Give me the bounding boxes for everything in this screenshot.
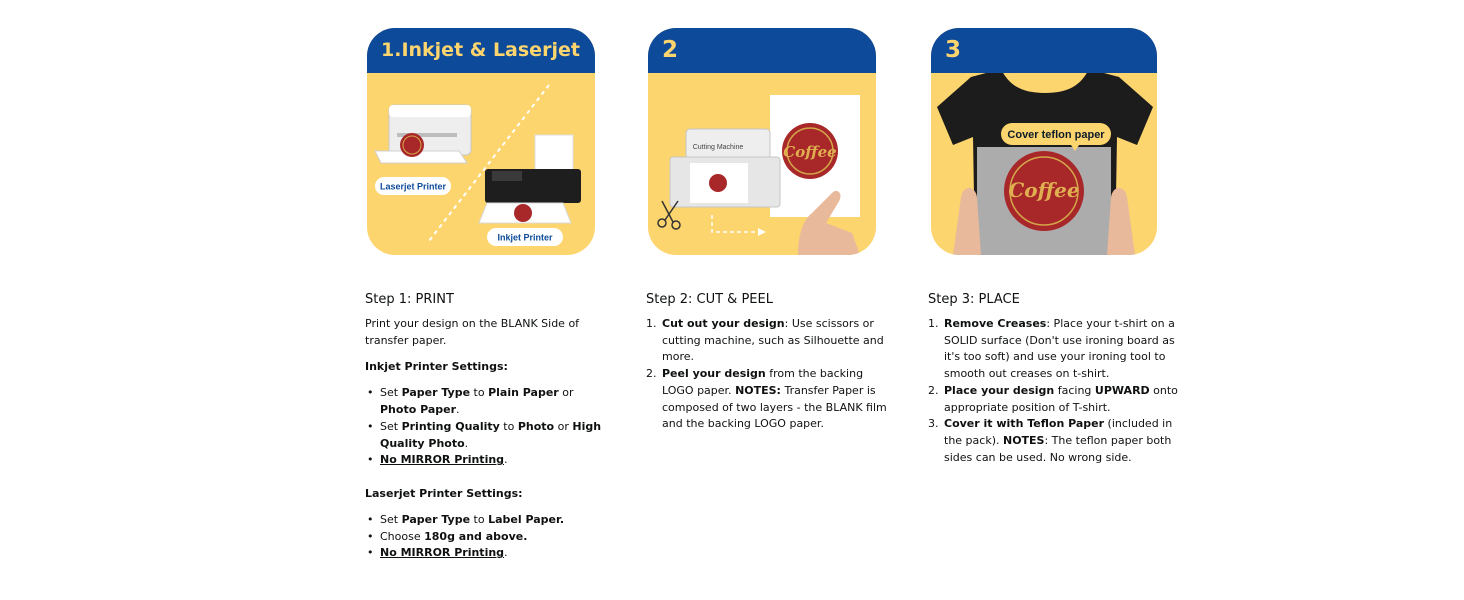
step-3-title: Step 3: PLACE	[928, 292, 1020, 307]
step-3-card	[931, 28, 1157, 255]
inkjet-printer-label: Inkjet Printer	[497, 232, 553, 243]
list-item: 2. Place your design facing UPWARD onto appropriate position of T-shirt.	[928, 383, 1178, 414]
step-2-card-title: 2	[648, 28, 876, 73]
list-item: • Set Paper Type to Plain Paper or Photo Paper.	[380, 385, 605, 418]
step-1-card	[367, 28, 595, 255]
list-item: 2. Peel your design from the backing LOGO paper. NOTES: Transfer Paper is composed of two layers - the BLANK film and the backing LOGO paper.	[646, 367, 887, 431]
inkjet-settings-heading: Inkjet Printer Settings:	[365, 360, 508, 374]
place-illustration	[931, 73, 1157, 255]
teflon-label: Cover teflon paper	[1007, 129, 1105, 141]
list-item: • Choose 180g and above.	[380, 529, 605, 546]
list-item: • Set Printing Quality to Photo or High Quality Photo.	[380, 419, 605, 452]
laserjet-settings-list	[365, 512, 605, 562]
laserjet-printer-label: Laserjet Printer	[379, 181, 447, 192]
inkjet-printer-icon	[479, 135, 581, 223]
list-item: • Set Paper Type to Label Paper.	[380, 512, 605, 529]
step-1-intro: Print your design on the BLANK Side of transfer paper.	[365, 317, 580, 347]
step-1-column	[365, 28, 605, 562]
cutting-machine-icon	[670, 129, 780, 207]
step-1-title: Step 1: PRINT	[365, 292, 454, 307]
step-3-column	[928, 28, 1178, 466]
cutting-machine-label: Cutting Machine	[692, 144, 744, 151]
place-list	[928, 316, 1178, 466]
cut-peel-list	[646, 316, 896, 433]
step-2-column	[646, 28, 886, 433]
list-item: 1. Cut out your design: Use scissors or cutting machine, such as Silhouette and more.	[646, 317, 884, 364]
printers-illustration	[367, 73, 595, 255]
laserjet-settings-heading: Laserjet Printer Settings:	[365, 486, 523, 500]
step-3-card-title: 3	[931, 28, 1157, 73]
list-item: • No MIRROR Printing.	[380, 545, 605, 562]
list-item: 1. Remove Creases: Place your t-shirt on a SOLID surface (Don't use ironing board as it's too soft) and use your ironing tool to smooth out creases on t-shirt.	[928, 317, 1175, 381]
step-2-card	[648, 28, 876, 255]
step-1-card-title: 1.Inkjet & Laserjet	[367, 28, 595, 73]
coffee-logo-text: Coffee	[1008, 178, 1080, 202]
step-2-title: Step 2: CUT & PEEL	[646, 292, 773, 307]
cut-peel-illustration	[648, 73, 876, 255]
list-item: • No MIRROR Printing.	[380, 452, 605, 469]
coffee-logo-text: Coffee	[783, 143, 837, 161]
list-item: 3. Cover it with Teflon Paper (included in the pack). NOTES: The teflon paper both sides can be used. No wrong side.	[928, 417, 1173, 464]
laserjet-printer-icon	[375, 105, 471, 163]
inkjet-settings-list	[365, 385, 605, 469]
